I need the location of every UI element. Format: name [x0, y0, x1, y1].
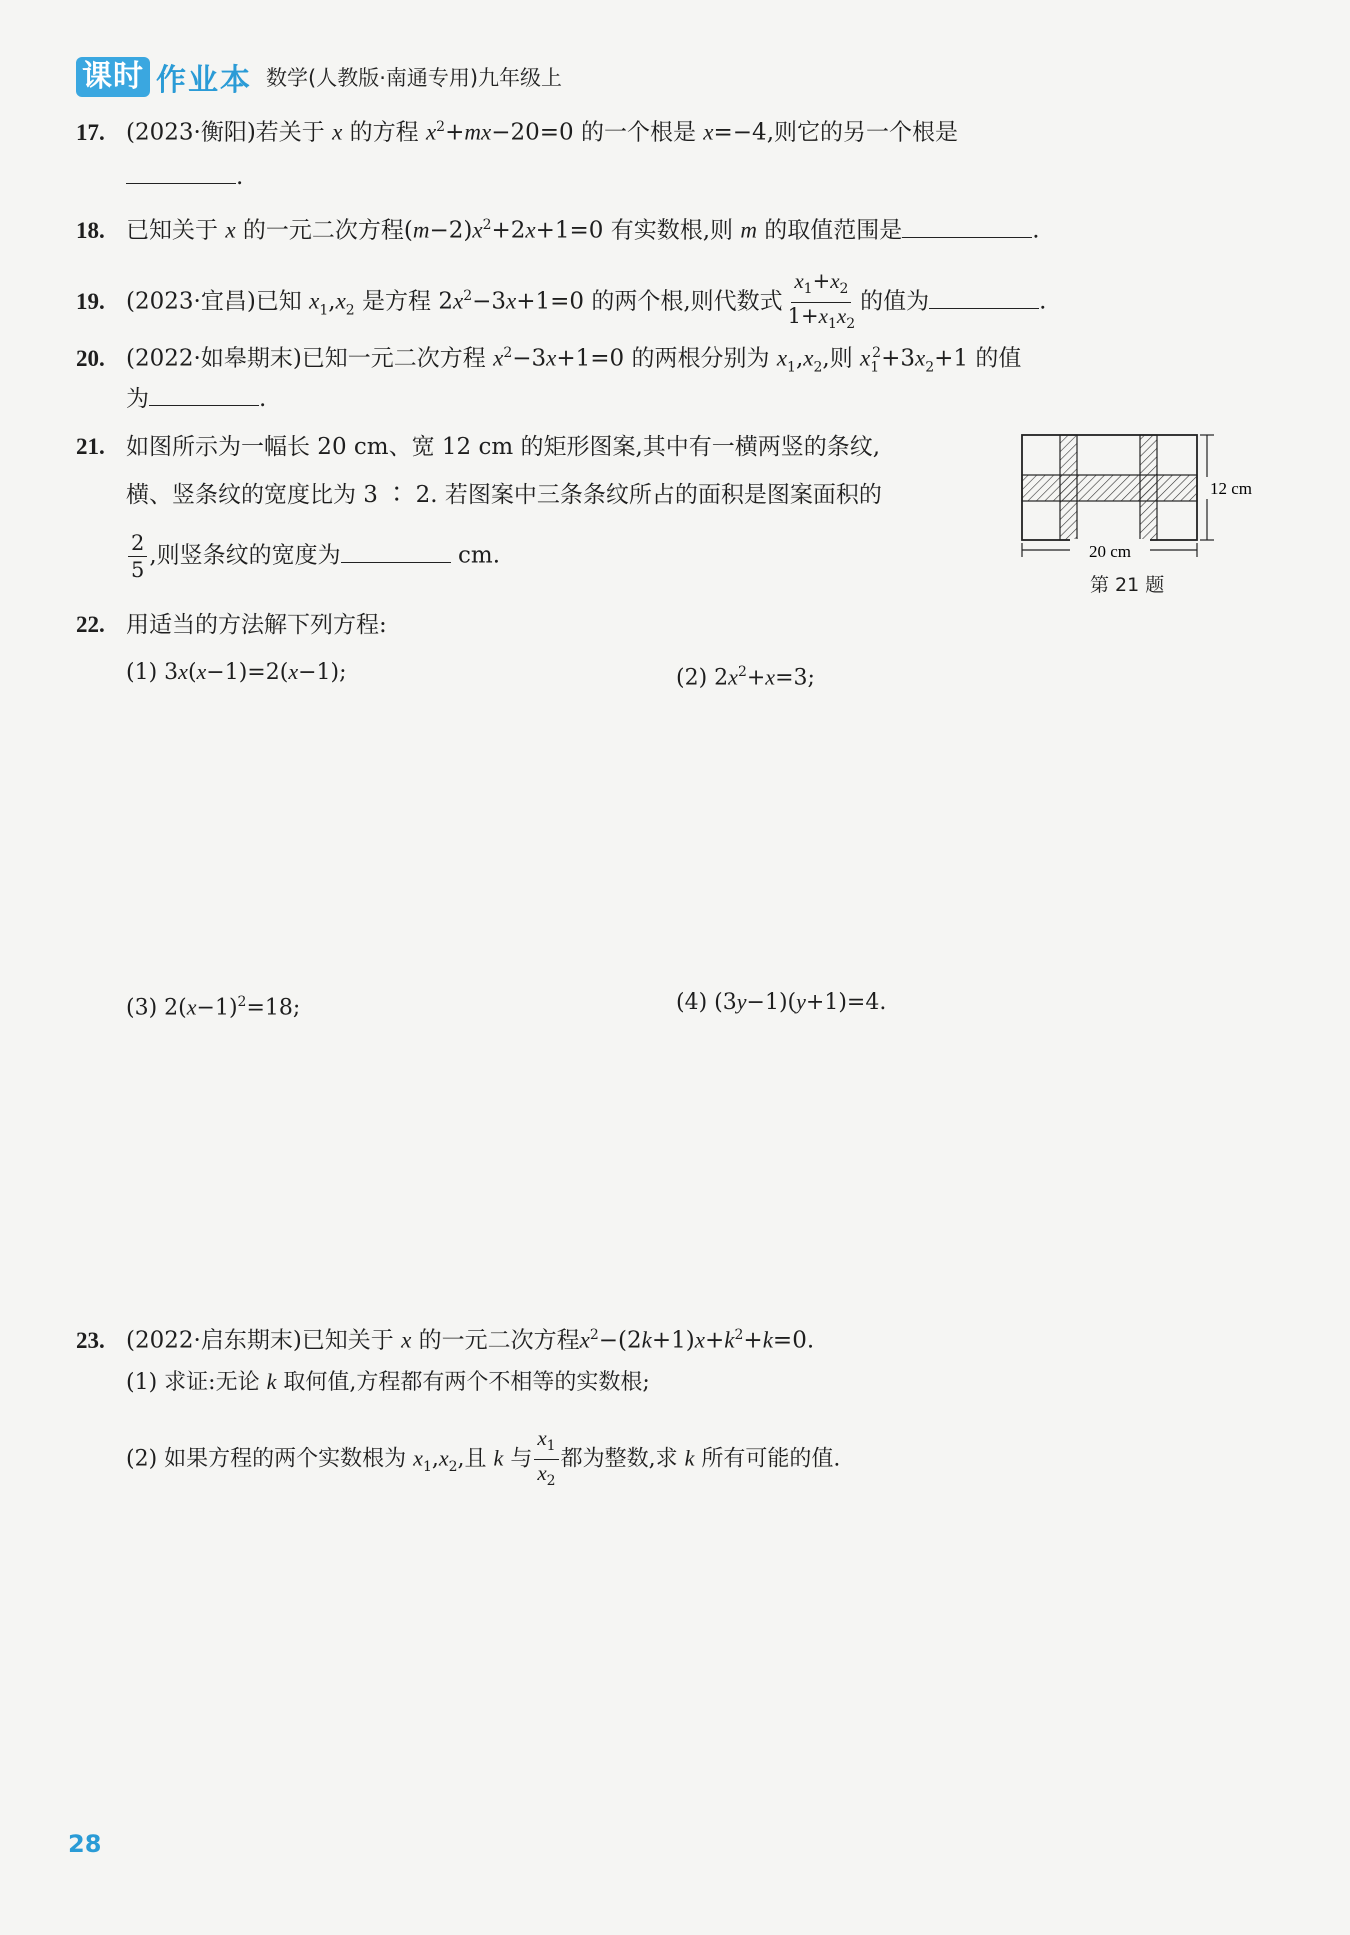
question-text: 所有可能的值.	[701, 1446, 841, 1472]
fraction: $\frac{x_1+x_2}{1+x_1x_2}$	[787, 269, 856, 333]
width-label: 20 cm	[1088, 542, 1132, 561]
question-21-line3	[126, 530, 500, 583]
height-label: 12 cm	[1210, 479, 1253, 498]
question-number: 17.	[76, 119, 105, 145]
horizontal-stripe	[1022, 475, 1197, 501]
logo-text: 作业本	[156, 63, 252, 98]
question-text: 有实数根,则	[610, 217, 734, 244]
answer-blank[interactable]	[341, 540, 451, 563]
question-text: ,则	[822, 345, 853, 372]
question-text: 的两根分别为	[631, 345, 770, 372]
unit-label: cm.	[458, 542, 501, 569]
figure-caption: 第 21 题	[1090, 574, 1165, 596]
question-text: 横、竖条纹的宽度比为 3 ∶ 2. 若图案中三条条纹所占的面积是图案面积的	[126, 482, 882, 508]
question-text: 是方程	[362, 288, 432, 315]
question-22-part-1: (1) 3x(x−1)=2(x−1);	[126, 659, 347, 685]
question-number: 21.	[76, 434, 105, 459]
question-number: 18.	[76, 217, 105, 243]
question-text: 已知一元二次方程	[301, 345, 486, 372]
question-text: 已知关于	[126, 217, 218, 244]
question-text: 的方程	[349, 119, 419, 146]
question-21-line2	[126, 478, 882, 512]
part-label: (2)	[676, 665, 708, 691]
question-text: 的一元二次方程	[418, 1327, 580, 1354]
question-text: 用适当的方法解下列方程:	[126, 612, 387, 638]
question-number: 23.	[76, 1327, 105, 1353]
logo	[76, 55, 252, 99]
question-text: 的一元二次方程(	[242, 217, 413, 244]
question-source: (2022·启东期末)	[126, 1327, 302, 1354]
answer-blank[interactable]	[902, 215, 1032, 238]
question-20: 20. (2022·如皋期末)已知一元二次方程 $x^2-3x+1=0$ 的两根分别为 $x_1,x_2$,则 $x_1^2+3x_2+1$ 的值	[76, 336, 1021, 384]
question-text: 的取值范围是	[764, 217, 903, 244]
part-label: (3)	[126, 995, 158, 1021]
fraction: $\frac{x_1}{x_2}$	[534, 1425, 558, 1494]
question-text: ,则竖条纹的宽度为	[149, 542, 341, 569]
question-text: 为	[126, 386, 149, 412]
question-23: 23. (2022·启东期末)已知关于 x 的一元二次方程$x^2-(2k+1)x+k^2+k=0$.	[76, 1318, 814, 1358]
question-text: 已知	[255, 288, 302, 315]
question-source: (2023·宜昌)	[126, 288, 256, 315]
question-text: 的两个根,则代数式	[591, 288, 783, 315]
period: .	[1039, 288, 1047, 315]
question-text: 都为整数,求	[560, 1446, 678, 1472]
question-19: 19. (2023·宜昌)已知 $x_1,x_2$ 是方程 $2x^2-3x+1=0$ 的两个根,则代数式 $\frac{x_1+x_2}{1+x_1x_2}$ 的值为 .	[76, 268, 1046, 337]
question-text: 的值	[975, 345, 1022, 372]
question-text: 已知关于	[301, 1327, 394, 1354]
question-text: ,则它的另一个根是	[766, 119, 958, 146]
vertical-stripe-left	[1060, 435, 1077, 540]
question-text: (2) 如果方程的两个实数根为	[126, 1446, 407, 1472]
answer-blank[interactable]	[929, 286, 1039, 309]
period: .	[236, 164, 244, 190]
question-22-part-3: (3) $2(x-1)^2=18$;	[126, 994, 301, 1021]
question-text: (1) 求证:无论	[126, 1370, 260, 1395]
question-text: 若关于	[255, 119, 325, 146]
question-text: 与	[510, 1446, 533, 1472]
question-21-line1	[76, 430, 880, 464]
question-number: 20.	[76, 345, 105, 371]
question-22-part-2: (2) $2x^2+x=3$;	[676, 664, 815, 691]
question-number: 19.	[76, 288, 105, 314]
question-text: 取何值,方程都有两个不相等的实数根;	[283, 1370, 650, 1395]
answer-blank[interactable]	[126, 161, 236, 184]
question-22	[76, 608, 387, 642]
page-header	[76, 54, 562, 100]
question-23-part-2: (2) 如果方程的两个实数根为 $x_1,x_2$,且 k 与 $\frac{x_1}{x_2}$ 都为整数,求 k 所有可能的值.	[126, 1425, 840, 1494]
answer-blank[interactable]	[149, 383, 259, 406]
logo-box: 课时	[76, 57, 150, 97]
page-number: 28	[68, 1830, 102, 1858]
fraction: $\frac{2}{5}$	[128, 530, 147, 583]
figure-21	[1010, 425, 1270, 575]
question-22-part-4: (4) (3y−1)(y+1)=4.	[676, 989, 887, 1015]
question-17-answer	[126, 160, 243, 194]
question-20-answer	[126, 382, 266, 416]
question-number: 22.	[76, 612, 105, 637]
question-23-part-1: (1) 求证:无论 k 取何值,方程都有两个不相等的实数根;	[126, 1369, 650, 1395]
question-17: 17. (2023·衡阳)若关于 x 的方程 $x^2+mx-20=0$ 的一个根是 x=−4,则它的另一个根是	[76, 110, 958, 150]
question-text: 的一个根是	[580, 119, 696, 146]
part-label: (4)	[676, 990, 708, 1015]
question-text: 的值为	[860, 288, 930, 315]
question-source: (2022·如皋期末)	[126, 345, 302, 372]
question-text: ,且	[457, 1446, 487, 1472]
question-text: 如图所示为一幅长 20 cm、宽 12 cm 的矩形图案,其中有一横两竖的条纹,	[126, 434, 881, 460]
part-label: (1)	[126, 660, 158, 685]
header-subtitle: 数学(人教版·南通专用)九年级上	[266, 66, 563, 90]
question-18: 18. 已知关于 x 的一元二次方程$(m-2)x^2+2x+1=0$ 有实数根,则 m 的取值范围是 .	[76, 208, 1040, 248]
period: .	[259, 386, 267, 412]
question-source: (2023·衡阳)	[126, 119, 256, 146]
period: .	[1032, 217, 1040, 244]
vertical-stripe-right	[1140, 435, 1157, 540]
